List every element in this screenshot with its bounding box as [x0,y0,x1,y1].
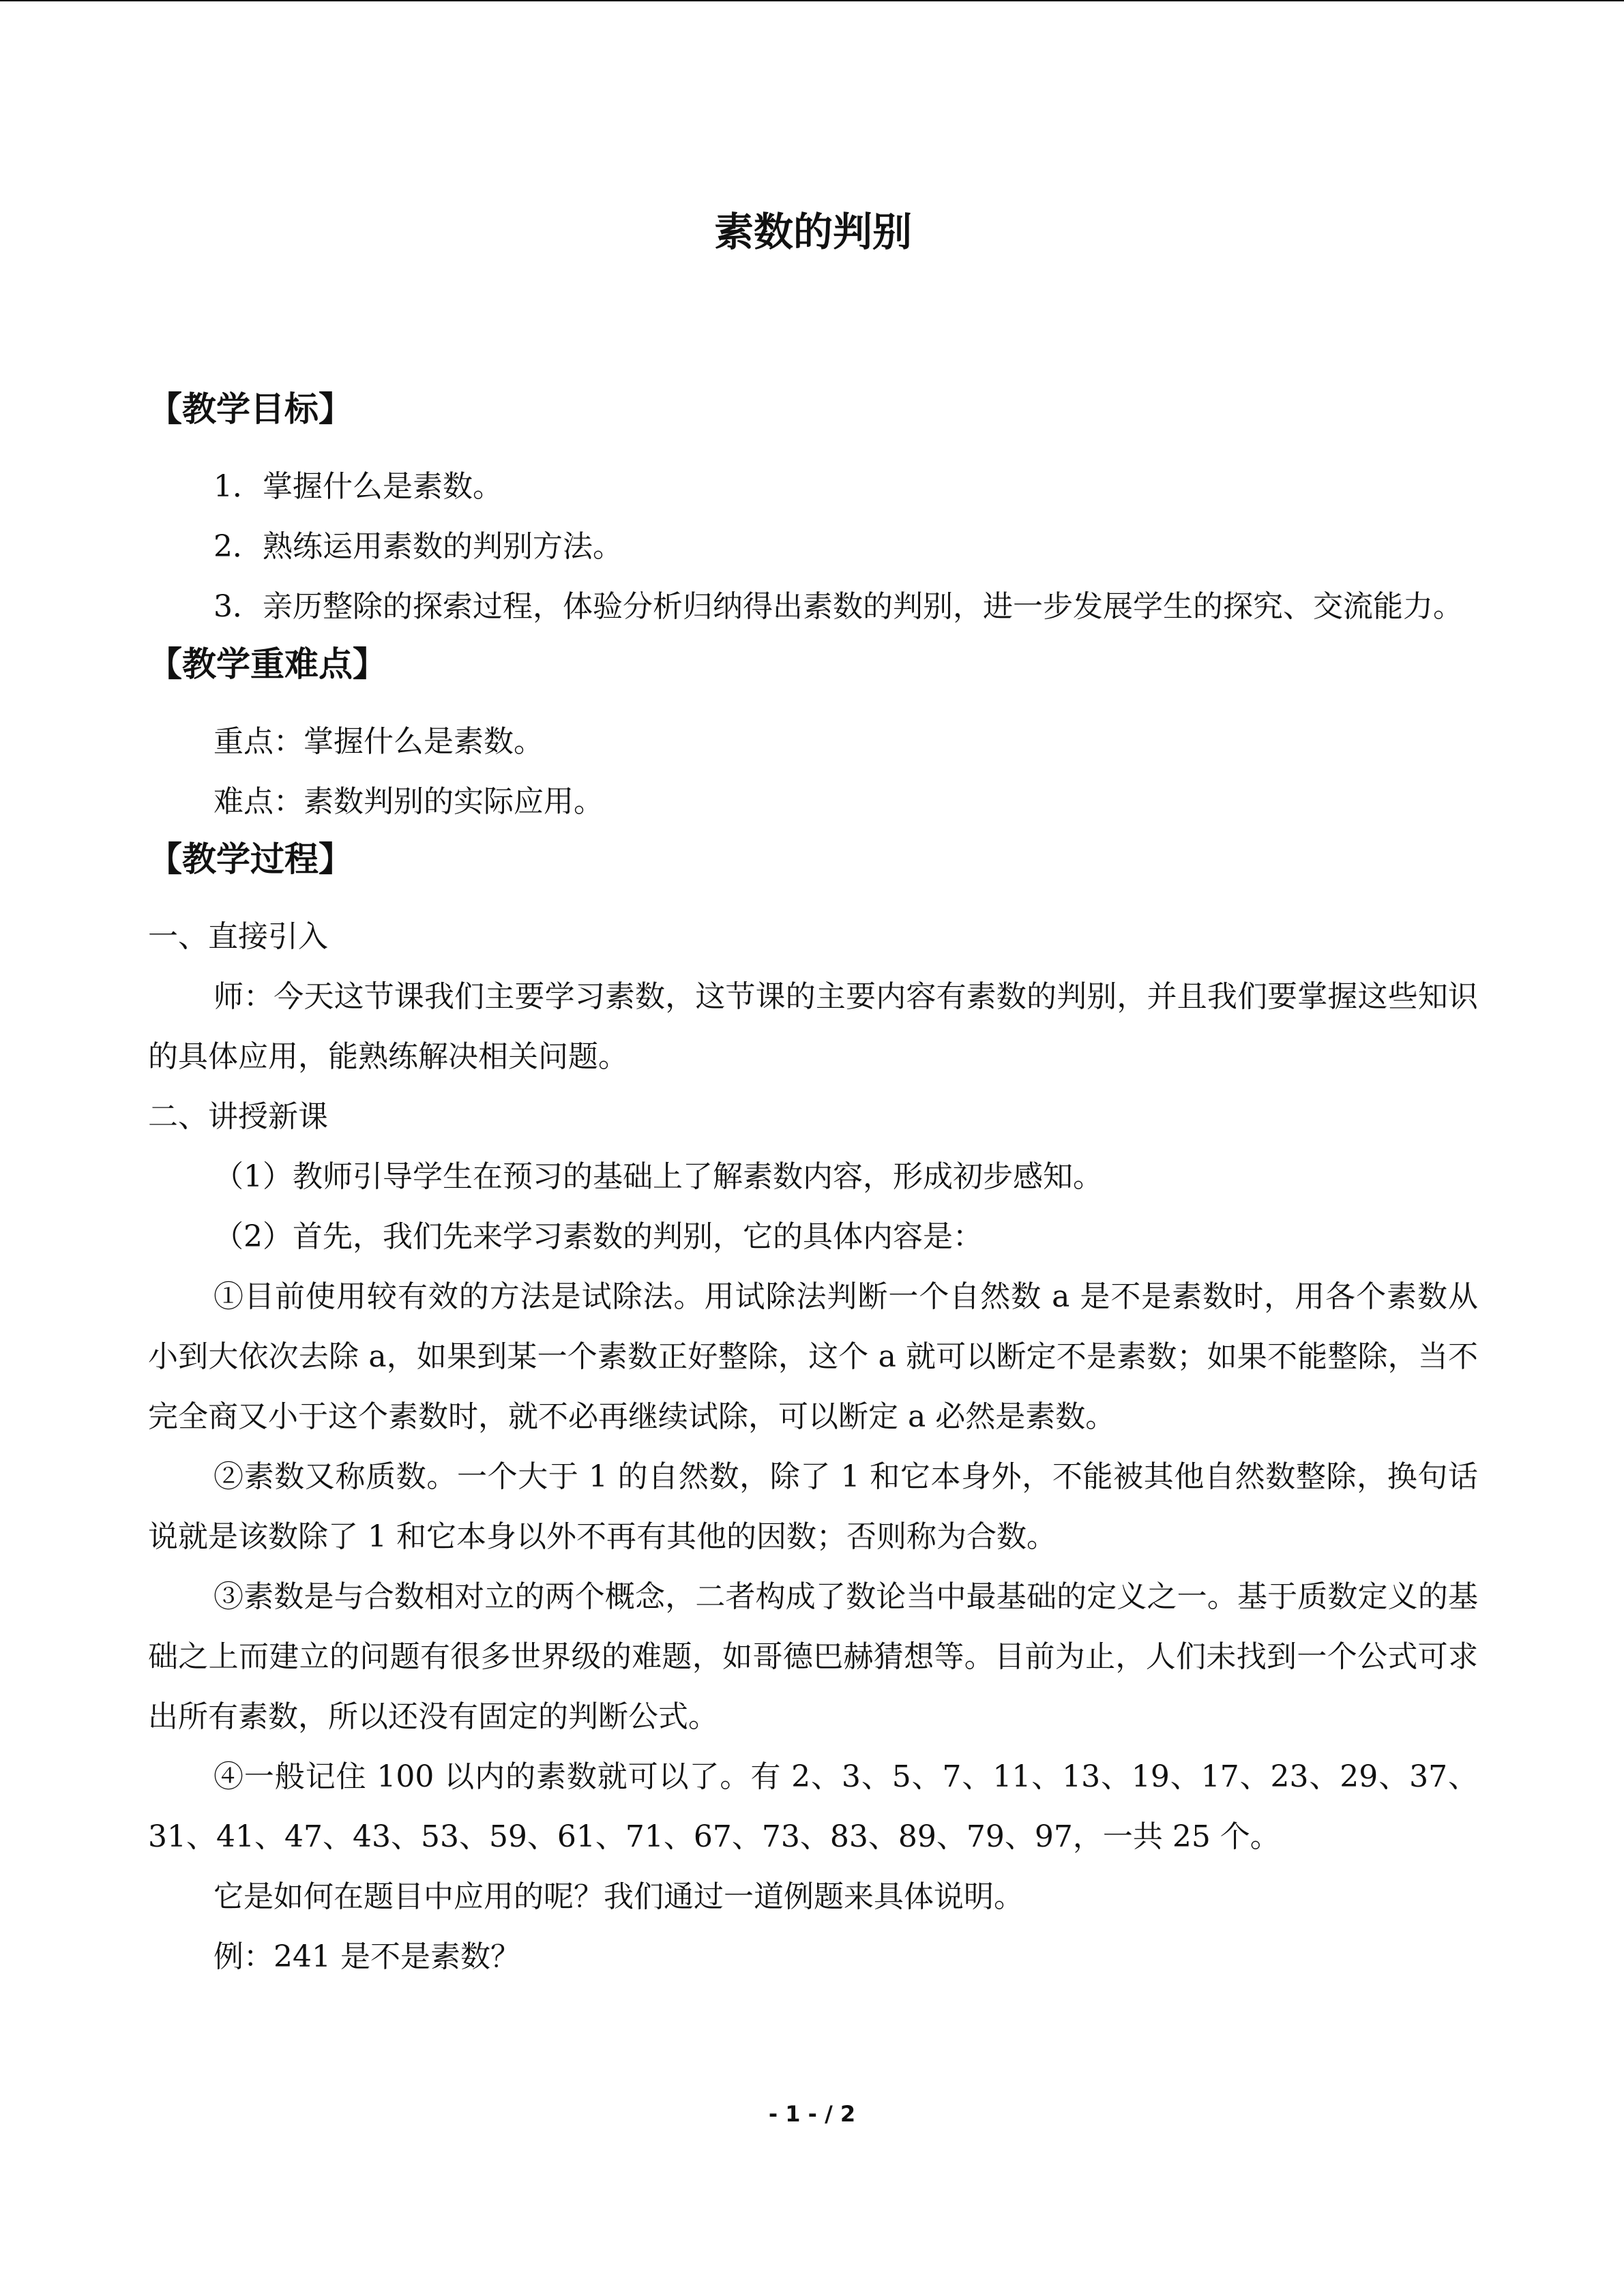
part1-text: 师：今天这节课我们主要学习素数，这节课的主要内容有素数的判别，并且我们要掌握这些知识的具体应用，能熟练解决相关问题。 [148,979,1478,1074]
point-4: ④一般记住 100 以内的素数就可以了。有 2、3、5、7、11、13、19、17、23、29、37、31、41、47、43、53、59、61、71、67、73、83、89、79、97，一共 25 个。 [148,1759,1478,1854]
document-title: 素数的判别 [713,209,912,255]
part1-title: 一、直接引入 [148,919,328,954]
page-top-border [0,0,1624,1]
step-1: （1）教师引导学生在预习的基础上了解素数内容，形成初步感知。 [213,1159,1103,1194]
section-heading-goals: 【教学目标】 [148,389,353,429]
section-heading-process: 【教学过程】 [148,839,353,879]
key-point-item: 重点：掌握什么是素数。 [213,724,544,759]
page-number: - 1 - / 2 [768,2101,856,2127]
point-1: ①目前使用较有效的方法是试除法。用试除法判断一个自然数 a 是不是素数时，用各个素数从小到大依次去除 a，如果到某一个素数正好整除，这个 a 就可以断定不是素数；如果不能整除，当不完全商又小于这个素数时，就不必再继续试除，可以断定 a 必然是素数。 [148,1279,1478,1434]
goal-item-2: 2．熟练运用素数的判别方法。 [213,529,623,564]
example-question: 例：241 是不是素数？ [213,1939,520,1974]
goal-item-1: 1．掌握什么是素数。 [213,469,503,504]
transition-text: 它是如何在题目中应用的呢？我们通过一道例题来具体说明。 [213,1879,1024,1914]
difficult-point-item: 难点：素数判别的实际应用。 [213,784,604,819]
step-2: （2）首先，我们先来学习素数的判别，它的具体内容是： [213,1219,983,1254]
point-3: ③素数是与合数相对立的两个概念，二者构成了数论当中最基础的定义之一。基于质数定义的基础之上而建立的问题有很多世界级的难题，如哥德巴赫猜想等。目前为止，人们未找到一个公式可求出所有素数，所以还没有固定的判断公式。 [148,1579,1478,1734]
part2-title: 二、讲授新课 [148,1099,328,1134]
goal-item-3: 3．亲历整除的探索过程，体验分析归纳得出素数的判别，进一步发展学生的探究、交流能力。 [213,589,1463,624]
point-2: ②素数又称质数。一个大于 1 的自然数，除了 1 和它本身外，不能被其他自然数整除，换句话说就是该数除了 1 和它本身以外不再有其他的因数；否则称为合数。 [148,1459,1478,1554]
section-heading-key-points: 【教学重难点】 [148,644,387,684]
document-body [148,205,1478,1987]
